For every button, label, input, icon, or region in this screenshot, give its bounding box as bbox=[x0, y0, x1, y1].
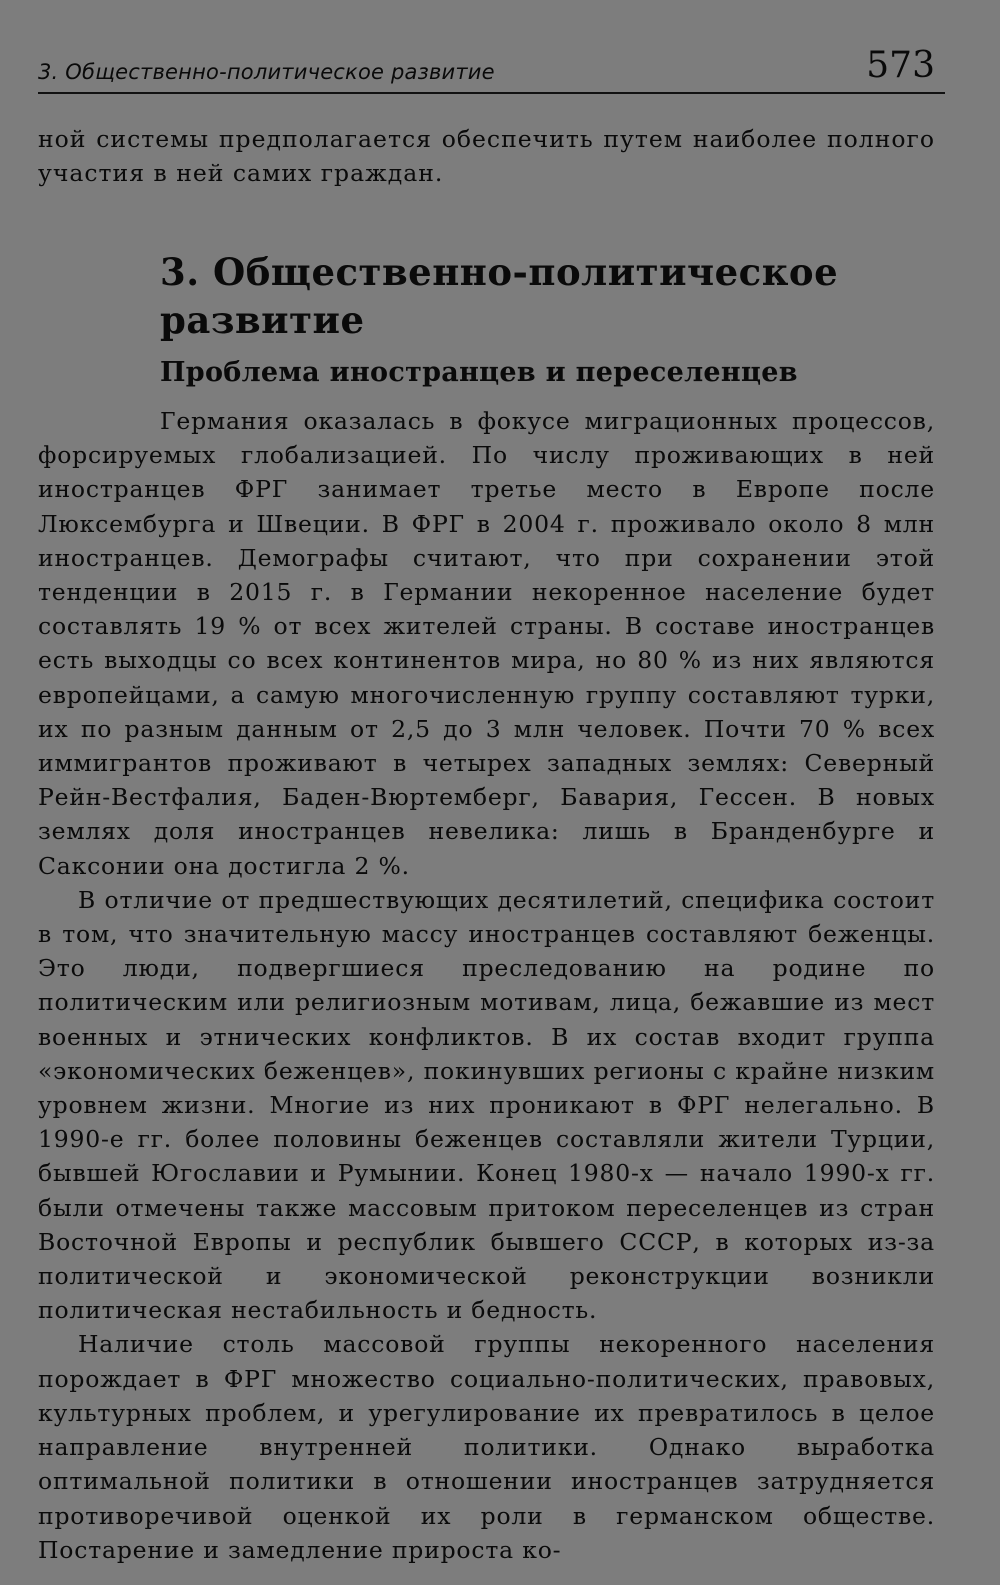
page-number: 573 bbox=[866, 45, 935, 86]
continuation-text: ной системы предполагается обеспечить путем наиболее полного участия в ней самих граждан. bbox=[38, 125, 935, 187]
paragraph: Наличие столь массовой группы некоренного населения порождает в ФРГ множество социально-политических, правовых, культурных проблем, и урегулирование их превратилось в целое направление внутренней политики. Однако выработка оптимальной политики в отношении иностранцев затрудняется противоречивой оценкой их роли в германском обществе. Постарение и замедление прироста ко- bbox=[38, 1330, 935, 1564]
body-text bbox=[38, 404, 935, 1567]
subsection-heading: Проблема иностранцев и переселенцев bbox=[160, 357, 798, 388]
paragraph: В отличие от предшествующих десятилетий, специфика состоит в том, что значительную массу иностранцев составляют беженцы. Это люди, подвергшиеся преследованию на родине по политическим или религиозным мотивам, лица, бежавшие из мест военных и этнических конфликтов. В их состав входит группа «экономических беженцев», покинувших регионы с крайне низким уровнем жизни. Многие из них проникают в ФРГ нелегально. В 1990-е гг. более половины беженцев составляли жители Турции, бывшей Югославии и Румынии. Конец 1980-х — начало 1990-х гг. были отмечены также массовым притоком переселенцев из стран Восточной Европы и республик бывшего СССР, в которых из-за политической и экономической реконструкции возникли политическая нестабильность и бедность. bbox=[38, 885, 935, 1325]
running-header bbox=[38, 44, 945, 94]
running-title: 3. Общественно-политическое развитие bbox=[38, 60, 495, 84]
paragraph: Германия оказалась в фокусе миграционных процессов, форсируемых глобализацией. По числу проживающих в ней иностранцев ФРГ занимает третье место в Европе после Люксембурга и Швеции. В ФРГ в 2004 г. проживало около 8 млн иностранцев. Демографы считают, что при сохранении этой тенденции в 2015 г. в Германии некоренное население будет составлять 19 % от всех жителей страны. В составе иностранцев есть выходцы со всех континентов мира, но 80 % из них являются европейцами, а самую многочисленную группу составляют турки, их по разным данным от 2,5 до 3 млн человек. Почти 70 % всех иммигрантов проживают в четырех западных землях: Северный Рейн-Вестфалия, Баден-Вюртемберг, Бавария, Гессен. В новых землях доля иностранцев невелика: лишь в Бранденбурге и Саксонии она достигла 2 %. bbox=[38, 407, 935, 880]
section-heading: 3. Общественно-политическое развитие bbox=[160, 250, 839, 342]
